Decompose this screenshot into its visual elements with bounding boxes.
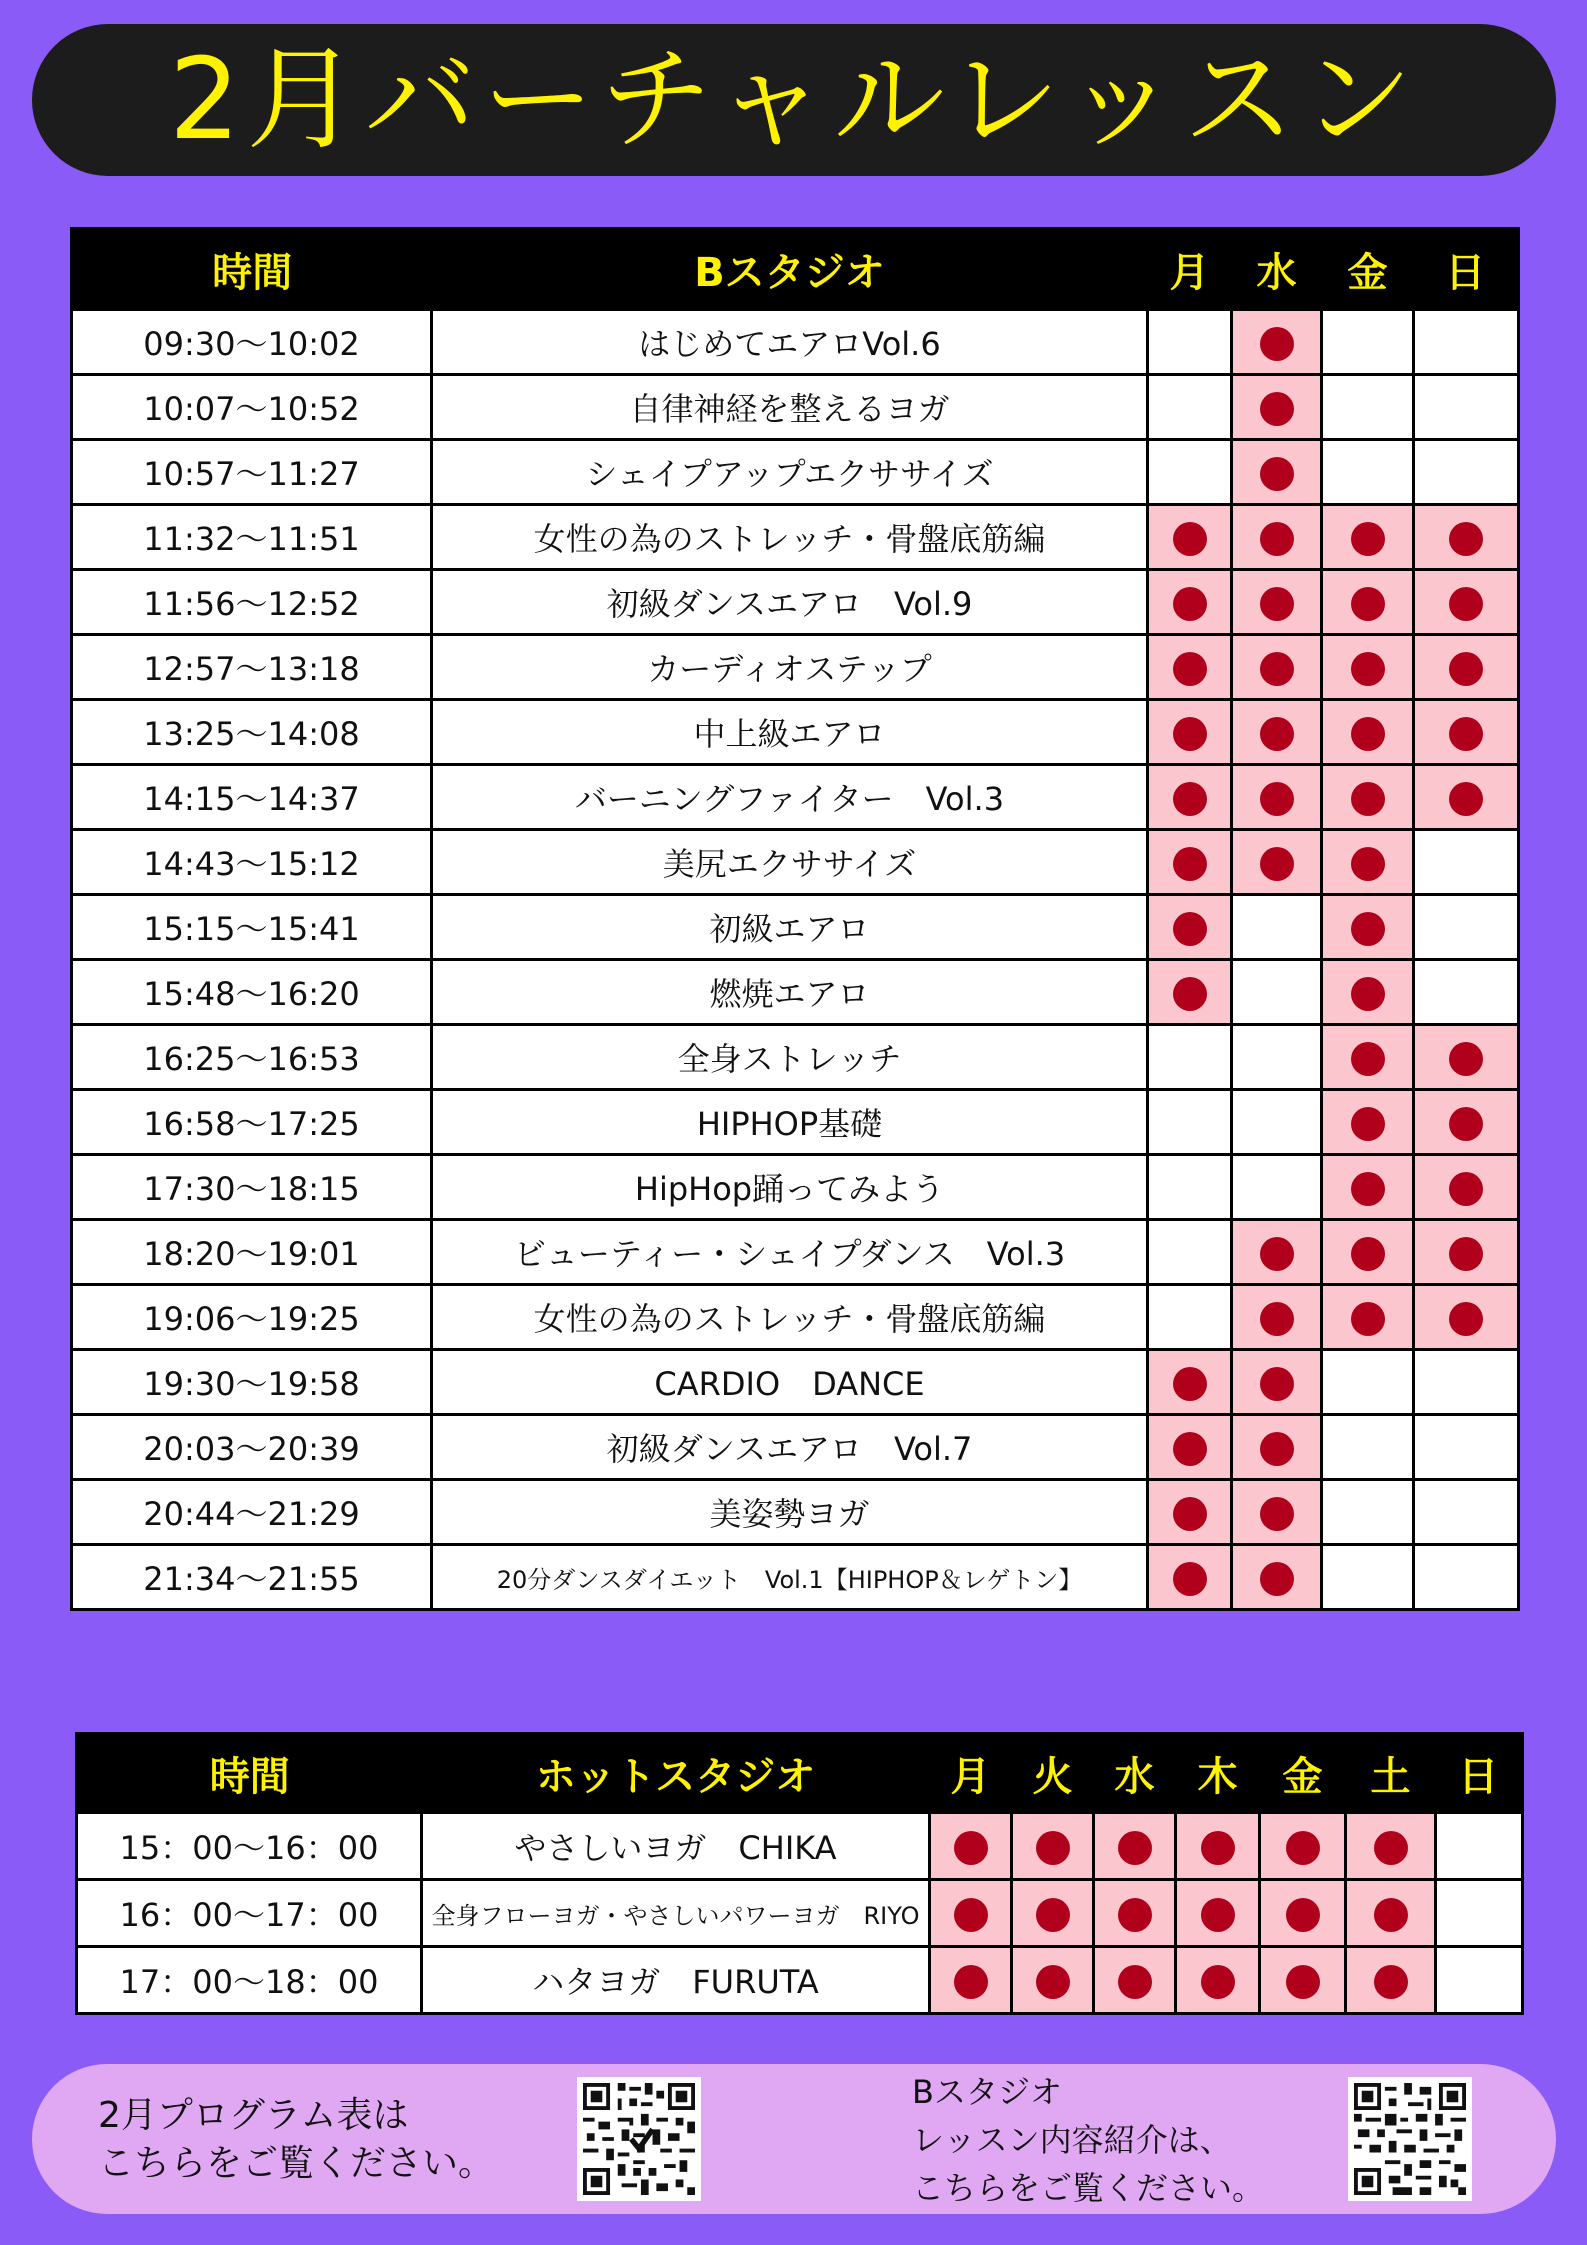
scheduled-dot-icon — [1260, 1562, 1294, 1596]
notice-line: こちらをご覧ください。 — [912, 2169, 1265, 2207]
studio-b-lesson-row — [72, 1025, 1519, 1090]
scheduled-dot-icon — [1374, 1965, 1408, 1999]
scheduled-dot-icon — [1173, 1497, 1207, 1531]
scheduled-dot-icon — [1201, 1831, 1235, 1865]
day-cell-fri — [1260, 1880, 1346, 1947]
scheduled-dot-icon — [1036, 1898, 1070, 1932]
day-cell-thu — [1176, 1947, 1260, 2014]
day-cell-mon — [1148, 1285, 1232, 1350]
studio-b-lesson-row — [72, 895, 1519, 960]
day-cell-wed — [1232, 1090, 1322, 1155]
lesson-name: 美尻エクササイズ — [432, 830, 1148, 895]
scheduled-dot-icon — [1351, 782, 1385, 816]
day-cell-fri — [1322, 1155, 1414, 1220]
scheduled-dot-icon — [1449, 1042, 1483, 1076]
lesson-time: 15:48～16:20 — [72, 960, 432, 1025]
lesson-name: 全身フローヨガ・やさしいパワーヨガ RIYO — [422, 1880, 930, 1947]
lesson-time: 11:56～12:52 — [72, 570, 432, 635]
program-table-notice — [98, 2092, 494, 2188]
day-cell-mon — [1148, 310, 1232, 375]
scheduled-dot-icon — [1449, 1302, 1483, 1336]
hot-studio-lesson-row — [77, 1880, 1523, 1947]
day-cell-fri — [1322, 1350, 1414, 1415]
lesson-name: 女性の為のストレッチ・骨盤底筋編 — [432, 505, 1148, 570]
scheduled-dot-icon — [1449, 652, 1483, 686]
header-day-tue: 火 — [1012, 1734, 1094, 1813]
lesson-name: 女性の為のストレッチ・骨盤底筋編 — [432, 1285, 1148, 1350]
scheduled-dot-icon — [954, 1898, 988, 1932]
scheduled-dot-icon — [1260, 1367, 1294, 1401]
scheduled-dot-icon — [1449, 1172, 1483, 1206]
day-cell-sun — [1414, 635, 1519, 700]
day-cell-sun — [1414, 1155, 1519, 1220]
day-cell-mon — [930, 1813, 1012, 1880]
lesson-name: バーニングファイター Vol.3 — [432, 765, 1148, 830]
day-cell-wed — [1232, 635, 1322, 700]
header-day-wed: 水 — [1094, 1734, 1176, 1813]
lesson-time: 14:15～14:37 — [72, 765, 432, 830]
day-cell-wed — [1232, 1545, 1322, 1610]
day-cell-fri — [1322, 895, 1414, 960]
scheduled-dot-icon — [1173, 912, 1207, 946]
scheduled-dot-icon — [1286, 1965, 1320, 1999]
day-cell-fri — [1322, 1415, 1414, 1480]
day-cell-fri — [1322, 1090, 1414, 1155]
scheduled-dot-icon — [1036, 1831, 1070, 1865]
lesson-name: HipHop踊ってみよう — [432, 1155, 1148, 1220]
lesson-name: はじめてエアロVol.6 — [432, 310, 1148, 375]
day-cell-sun — [1414, 570, 1519, 635]
day-cell-sun — [1414, 1285, 1519, 1350]
header-day-fri: 金 — [1260, 1734, 1346, 1813]
day-cell-wed — [1232, 1220, 1322, 1285]
scheduled-dot-icon — [1351, 652, 1385, 686]
scheduled-dot-icon — [1260, 587, 1294, 621]
day-cell-wed — [1094, 1880, 1176, 1947]
day-cell-fri — [1322, 1285, 1414, 1350]
header-day-sun: 日 — [1436, 1734, 1523, 1813]
scheduled-dot-icon — [1351, 522, 1385, 556]
studio-b-lesson-row — [72, 1350, 1519, 1415]
day-cell-sun — [1414, 960, 1519, 1025]
qr-code-icon — [583, 2083, 695, 2195]
day-cell-fri — [1322, 440, 1414, 505]
lesson-name: CARDIO DANCE — [432, 1350, 1148, 1415]
scheduled-dot-icon — [1449, 717, 1483, 751]
lesson-time: 17：00～18：00 — [77, 1947, 422, 2014]
day-cell-tue — [1012, 1880, 1094, 1947]
lesson-name: ハタヨガ FURUTA — [422, 1947, 930, 2014]
day-cell-mon — [1148, 1220, 1232, 1285]
day-cell-sun — [1436, 1880, 1523, 1947]
scheduled-dot-icon — [1201, 1898, 1235, 1932]
day-cell-mon — [1148, 375, 1232, 440]
studio-b-lesson-row — [72, 375, 1519, 440]
lesson-name: ビューティー・シェイプダンス Vol.3 — [432, 1220, 1148, 1285]
scheduled-dot-icon — [1260, 717, 1294, 751]
header-day-mon: 月 — [930, 1734, 1012, 1813]
lesson-time: 10:07～10:52 — [72, 375, 432, 440]
page-title: 2月バーチャルレッスン — [169, 35, 1419, 165]
day-cell-sat — [1346, 1880, 1436, 1947]
day-cell-mon — [1148, 765, 1232, 830]
day-cell-wed — [1232, 375, 1322, 440]
studio-b-schedule-table — [70, 227, 1520, 1611]
studio-b-lesson-row — [72, 1220, 1519, 1285]
lesson-name: 初級ダンスエアロ Vol.7 — [432, 1415, 1148, 1480]
qr-code-icon — [1354, 2083, 1466, 2195]
day-cell-fri — [1322, 375, 1414, 440]
day-cell-wed — [1232, 1285, 1322, 1350]
notice-line: 2月プログラム表は — [98, 2095, 409, 2136]
scheduled-dot-icon — [1118, 1965, 1152, 1999]
lesson-time: 19:06～19:25 — [72, 1285, 432, 1350]
scheduled-dot-icon — [1173, 782, 1207, 816]
day-cell-fri — [1322, 1220, 1414, 1285]
lesson-time: 15：00～16：00 — [77, 1813, 422, 1880]
scheduled-dot-icon — [1173, 587, 1207, 621]
lesson-time: 19:30～19:58 — [72, 1350, 432, 1415]
scheduled-dot-icon — [1260, 1497, 1294, 1531]
lesson-time: 16：00～17：00 — [77, 1880, 422, 1947]
day-cell-tue — [1012, 1813, 1094, 1880]
scheduled-dot-icon — [1260, 522, 1294, 556]
day-cell-fri — [1322, 635, 1414, 700]
header-time: 時間 — [77, 1734, 422, 1813]
day-cell-sun — [1414, 310, 1519, 375]
day-cell-sun — [1414, 505, 1519, 570]
day-cell-fri — [1322, 1545, 1414, 1610]
day-cell-fri — [1322, 960, 1414, 1025]
day-cell-wed — [1232, 830, 1322, 895]
studio-b-lesson-row — [72, 700, 1519, 765]
scheduled-dot-icon — [1351, 1237, 1385, 1271]
scheduled-dot-icon — [1374, 1831, 1408, 1865]
lesson-time: 10:57～11:27 — [72, 440, 432, 505]
day-cell-mon — [930, 1880, 1012, 1947]
header-day-fri: 金 — [1322, 229, 1414, 310]
studio-b-lesson-row — [72, 1415, 1519, 1480]
lesson-name: 中上級エアロ — [432, 700, 1148, 765]
header-day-mon: 月 — [1148, 229, 1232, 310]
day-cell-mon — [1148, 1415, 1232, 1480]
lesson-name: 初級エアロ — [432, 895, 1148, 960]
lesson-time: 09:30～10:02 — [72, 310, 432, 375]
scheduled-dot-icon — [1173, 847, 1207, 881]
scheduled-dot-icon — [1260, 847, 1294, 881]
header-day-sun: 日 — [1414, 229, 1519, 310]
day-cell-fri — [1322, 1480, 1414, 1545]
day-cell-sat — [1346, 1947, 1436, 2014]
day-cell-wed — [1232, 1480, 1322, 1545]
lesson-time: 16:58～17:25 — [72, 1090, 432, 1155]
lesson-name: 自律神経を整えるヨガ — [432, 375, 1148, 440]
scheduled-dot-icon — [1449, 1107, 1483, 1141]
day-cell-fri — [1322, 310, 1414, 375]
day-cell-sun — [1414, 1220, 1519, 1285]
scheduled-dot-icon — [1374, 1898, 1408, 1932]
studio-b-lesson-row — [72, 1155, 1519, 1220]
day-cell-mon — [1148, 830, 1232, 895]
studio-b-lesson-row — [72, 440, 1519, 505]
day-cell-sun — [1414, 1025, 1519, 1090]
lesson-time: 16:25～16:53 — [72, 1025, 432, 1090]
header-time: 時間 — [72, 229, 432, 310]
day-cell-wed — [1232, 505, 1322, 570]
day-cell-tue — [1012, 1947, 1094, 2014]
scheduled-dot-icon — [1351, 717, 1385, 751]
lesson-name: 全身ストレッチ — [432, 1025, 1148, 1090]
day-cell-sun — [1414, 1350, 1519, 1415]
day-cell-wed — [1232, 1025, 1322, 1090]
lesson-name: カーディオステップ — [432, 635, 1148, 700]
day-cell-sun — [1414, 1090, 1519, 1155]
studio-b-lesson-row — [72, 505, 1519, 570]
day-cell-fri — [1322, 505, 1414, 570]
hot-studio-lesson-row — [77, 1947, 1523, 2014]
day-cell-mon — [930, 1947, 1012, 2014]
day-cell-mon — [1148, 1480, 1232, 1545]
scheduled-dot-icon — [1118, 1831, 1152, 1865]
scheduled-dot-icon — [1449, 782, 1483, 816]
scheduled-dot-icon — [1173, 1562, 1207, 1596]
day-cell-sun — [1414, 700, 1519, 765]
day-cell-mon — [1148, 700, 1232, 765]
studio-b-lesson-row — [72, 310, 1519, 375]
day-cell-sun — [1414, 375, 1519, 440]
scheduled-dot-icon — [1260, 1432, 1294, 1466]
lesson-name: シェイプアップエクササイズ — [432, 440, 1148, 505]
scheduled-dot-icon — [1173, 522, 1207, 556]
scheduled-dot-icon — [1351, 587, 1385, 621]
header-day-wed: 水 — [1232, 229, 1322, 310]
scheduled-dot-icon — [1449, 522, 1483, 556]
scheduled-dot-icon — [1173, 652, 1207, 686]
hot-studio-schedule-table — [75, 1732, 1524, 2015]
day-cell-wed — [1232, 570, 1322, 635]
lesson-name: 20分ダンスダイエット Vol.1【HIPHOP＆レゲトン】 — [432, 1545, 1148, 1610]
studio-b-lesson-row — [72, 1090, 1519, 1155]
studio-b-lesson-row — [72, 1285, 1519, 1350]
scheduled-dot-icon — [1351, 847, 1385, 881]
header-day-thu: 木 — [1176, 1734, 1260, 1813]
day-cell-mon — [1148, 1025, 1232, 1090]
lesson-time: 18:20～19:01 — [72, 1220, 432, 1285]
lesson-time: 20:44～21:29 — [72, 1480, 432, 1545]
day-cell-mon — [1148, 505, 1232, 570]
studio-b-lesson-row — [72, 830, 1519, 895]
scheduled-dot-icon — [1173, 977, 1207, 1011]
day-cell-wed — [1232, 700, 1322, 765]
day-cell-mon — [1148, 1545, 1232, 1610]
day-cell-fri — [1322, 700, 1414, 765]
lesson-name: 美姿勢ヨガ — [432, 1480, 1148, 1545]
lesson-time: 13:25～14:08 — [72, 700, 432, 765]
header-hot-studio: ホットスタジオ — [422, 1734, 930, 1813]
day-cell-mon — [1148, 895, 1232, 960]
hot-studio-lesson-row — [77, 1813, 1523, 1880]
scheduled-dot-icon — [1286, 1898, 1320, 1932]
lesson-time: 20:03～20:39 — [72, 1415, 432, 1480]
lesson-time: 14:43～15:12 — [72, 830, 432, 895]
day-cell-sun — [1414, 830, 1519, 895]
day-cell-sun — [1414, 895, 1519, 960]
header-day-sat: 土 — [1346, 1734, 1436, 1813]
lesson-time: 21:34～21:55 — [72, 1545, 432, 1610]
day-cell-mon — [1148, 635, 1232, 700]
scheduled-dot-icon — [1449, 587, 1483, 621]
studio-b-lesson-row — [72, 1545, 1519, 1610]
day-cell-wed — [1232, 765, 1322, 830]
studio-b-lesson-row — [72, 1480, 1519, 1545]
program-table-qr-code[interactable] — [577, 2077, 701, 2201]
day-cell-wed — [1094, 1813, 1176, 1880]
day-cell-fri — [1322, 830, 1414, 895]
studio-b-lesson-row — [72, 765, 1519, 830]
scheduled-dot-icon — [1351, 1172, 1385, 1206]
lesson-name: やさしいヨガ CHIKA — [422, 1813, 930, 1880]
scheduled-dot-icon — [1260, 652, 1294, 686]
day-cell-mon — [1148, 570, 1232, 635]
header-studio-b: Bスタジオ — [432, 229, 1148, 310]
scheduled-dot-icon — [1351, 912, 1385, 946]
scheduled-dot-icon — [1351, 1107, 1385, 1141]
lesson-name: 初級ダンスエアロ Vol.9 — [432, 570, 1148, 635]
studio-b-lesson-row — [72, 635, 1519, 700]
scheduled-dot-icon — [1173, 1367, 1207, 1401]
scheduled-dot-icon — [1118, 1898, 1152, 1932]
day-cell-wed — [1094, 1947, 1176, 2014]
day-cell-wed — [1232, 1155, 1322, 1220]
lesson-name: HIPHOP基礎 — [432, 1090, 1148, 1155]
day-cell-fri — [1322, 570, 1414, 635]
notice-line: レッスン内容紹介は、 — [912, 2121, 1232, 2159]
day-cell-wed — [1232, 1350, 1322, 1415]
scheduled-dot-icon — [1260, 1237, 1294, 1271]
day-cell-fri — [1322, 765, 1414, 830]
lesson-time: 12:57～13:18 — [72, 635, 432, 700]
scheduled-dot-icon — [1449, 1237, 1483, 1271]
studio-b-lesson-row — [72, 570, 1519, 635]
day-cell-sun — [1436, 1947, 1523, 2014]
day-cell-thu — [1176, 1813, 1260, 1880]
scheduled-dot-icon — [1260, 1302, 1294, 1336]
scheduled-dot-icon — [1351, 977, 1385, 1011]
studio-b-lesson-row — [72, 960, 1519, 1025]
footer-banner — [32, 2064, 1556, 2214]
scheduled-dot-icon — [1260, 392, 1294, 426]
day-cell-wed — [1232, 440, 1322, 505]
lesson-name: 燃焼エアロ — [432, 960, 1148, 1025]
lesson-time: 17:30～18:15 — [72, 1155, 432, 1220]
notice-line: Bスタジオ — [912, 2073, 1062, 2111]
day-cell-fri — [1322, 1025, 1414, 1090]
day-cell-wed — [1232, 960, 1322, 1025]
title-banner — [32, 24, 1556, 176]
day-cell-sat — [1346, 1813, 1436, 1880]
day-cell-mon — [1148, 440, 1232, 505]
scheduled-dot-icon — [1260, 457, 1294, 491]
day-cell-wed — [1232, 310, 1322, 375]
day-cell-fri — [1260, 1947, 1346, 2014]
scheduled-dot-icon — [1260, 782, 1294, 816]
day-cell-sun — [1436, 1813, 1523, 1880]
lesson-time: 11:32～11:51 — [72, 505, 432, 570]
day-cell-mon — [1148, 1155, 1232, 1220]
scheduled-dot-icon — [1351, 1042, 1385, 1076]
day-cell-mon — [1148, 1090, 1232, 1155]
day-cell-wed — [1232, 895, 1322, 960]
day-cell-mon — [1148, 960, 1232, 1025]
scheduled-dot-icon — [1260, 327, 1294, 361]
lesson-intro-qr-code[interactable] — [1348, 2077, 1472, 2201]
day-cell-sun — [1414, 1480, 1519, 1545]
scheduled-dot-icon — [1351, 1302, 1385, 1336]
day-cell-mon — [1148, 1350, 1232, 1415]
scheduled-dot-icon — [1173, 717, 1207, 751]
lesson-intro-notice — [912, 2068, 1264, 2212]
day-cell-sun — [1414, 1415, 1519, 1480]
day-cell-thu — [1176, 1880, 1260, 1947]
lesson-time: 15:15～15:41 — [72, 895, 432, 960]
scheduled-dot-icon — [954, 1831, 988, 1865]
hot-studio-header-row — [77, 1734, 1523, 1813]
scheduled-dot-icon — [1173, 1432, 1207, 1466]
day-cell-wed — [1232, 1415, 1322, 1480]
day-cell-sun — [1414, 765, 1519, 830]
notice-line: こちらをご覧ください。 — [98, 2143, 495, 2184]
day-cell-fri — [1260, 1813, 1346, 1880]
scheduled-dot-icon — [1201, 1965, 1235, 1999]
day-cell-sun — [1414, 440, 1519, 505]
day-cell-sun — [1414, 1545, 1519, 1610]
scheduled-dot-icon — [954, 1965, 988, 1999]
studio-b-header-row — [72, 229, 1519, 310]
scheduled-dot-icon — [1286, 1831, 1320, 1865]
scheduled-dot-icon — [1036, 1965, 1070, 1999]
